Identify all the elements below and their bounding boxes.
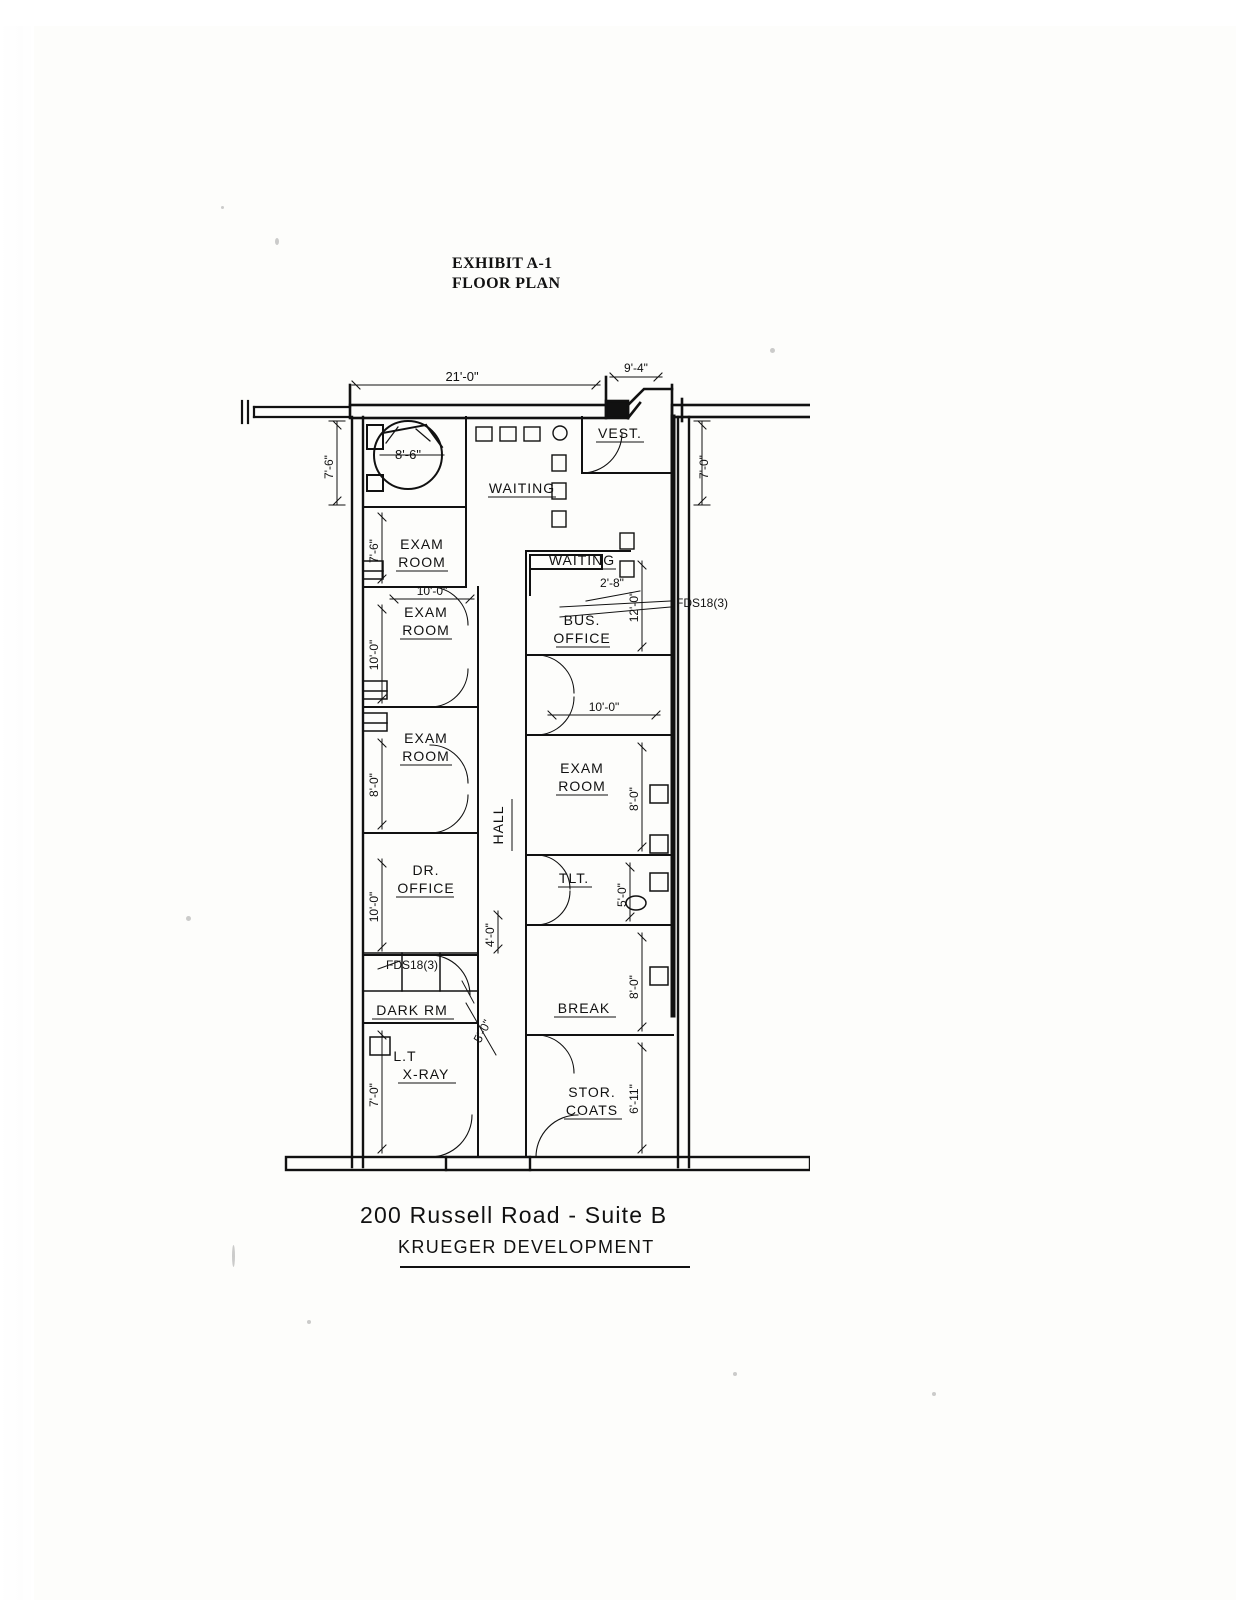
dim-dr-10-0: 10'-0" [367,891,381,923]
room-label-stor-coats-line1: STOR. [568,1084,616,1100]
dim-bus-2-8: 2'-8" [600,576,624,590]
dim-bus-12-0: 12'-0" [627,591,641,623]
exterior-wall-top [242,401,350,423]
scan-speck [221,206,224,209]
room-label-vest: VEST. [598,425,642,441]
dim-exam4-8-0: 8'-0" [627,787,641,811]
dim-tlt-5-0: 5'-0" [615,883,629,907]
dim-xray-7-0: 7'-0" [367,1083,381,1107]
room-label-bus-office-line1: BUS. [563,612,601,628]
annotation-fds-lower: FDS18(3) [386,958,439,972]
room-label-x-ray: X-RAY [402,1066,450,1082]
door-swings-right [530,655,578,1157]
scan-speck [770,348,775,353]
room-label-exam-3-line2: ROOM [402,748,450,764]
scan-speck [307,1320,311,1324]
dim-dark-5-0: 5'-0" [470,1017,495,1045]
dim-exam2-10-0-left: 10'-0" [367,639,381,671]
casework-right [626,785,668,985]
exhibit-title-block [452,254,752,294]
room-label-exam-1-line1: EXAM [400,536,444,552]
scan-speck [932,1392,936,1396]
exhibit-subtitle: FLOOR PLAN [452,275,561,292]
building-outline [286,417,810,1170]
dim-exam1-7-6: 7'-6" [367,539,381,563]
dim-break-8-0: 8'-0" [627,975,641,999]
room-label-exam-4-line1: EXAM [560,760,604,776]
room-label-dr-office-line1: DR. [412,862,440,878]
dim-exam4-10-0: 10'-0" [588,700,620,714]
dim-exam3-8-0: 8'-0" [367,773,381,797]
caption-underline [400,1266,690,1268]
exhibit-title: EXHIBIT A-1 [452,255,553,272]
room-label-exam-3-line1: EXAM [404,730,448,746]
dim-top-21: 21'-0" [445,369,479,384]
room-label-exam-1-line2: ROOM [398,554,446,570]
page-top-margin [0,0,1236,26]
room-label-tlt: TLT. [558,870,590,886]
dim-top-9-4: 9'-4" [624,361,648,375]
dim-right-7-0: 7'-0" [697,455,711,479]
room-label-exam-2-line1: EXAM [404,604,448,620]
room-label-exam-2-line2: ROOM [402,622,450,638]
room-label-dr-office-line2: OFFICE [397,880,455,896]
page-left-margin [0,0,34,1600]
room-label-break: BREAK [557,1000,611,1016]
dim-exam2-10-0-top: 10'-0" [416,584,448,598]
annotation-fds-upper: FDS18(3) [676,596,729,610]
room-label-hall: HALL [490,805,506,845]
room-label-waiting-lower: WAITING [548,552,616,568]
room-label-waiting-upper: WAITING [488,480,556,496]
caption-address: 200 Russell Road - Suite B [360,1202,668,1228]
dim-stor-6-11: 6'-11" [627,1084,641,1114]
scan-speck [733,1372,737,1376]
floor-plan-drawing [230,355,810,1185]
room-label-dark-rm: DARK RM [376,1002,448,1018]
dim-hall-4-0: 4'-0" [483,923,497,947]
dim-circle-8-6: 8'-6" [395,447,421,462]
room-label-bus-office-line2: OFFICE [553,630,611,646]
plan-caption [360,1200,780,1260]
dim-left-7-6: 7'-6" [322,455,336,479]
scan-speck [275,238,279,245]
caption-developer: KRUEGER DEVELOPMENT [398,1237,655,1257]
room-label-stor-coats-line2: COATS [565,1102,619,1118]
hall-walls [478,551,526,1157]
scan-speck [186,916,191,921]
scan-speck [232,1245,235,1267]
room-label-exam-4-line2: ROOM [558,778,606,794]
room-label-lt: L.T [393,1048,417,1064]
